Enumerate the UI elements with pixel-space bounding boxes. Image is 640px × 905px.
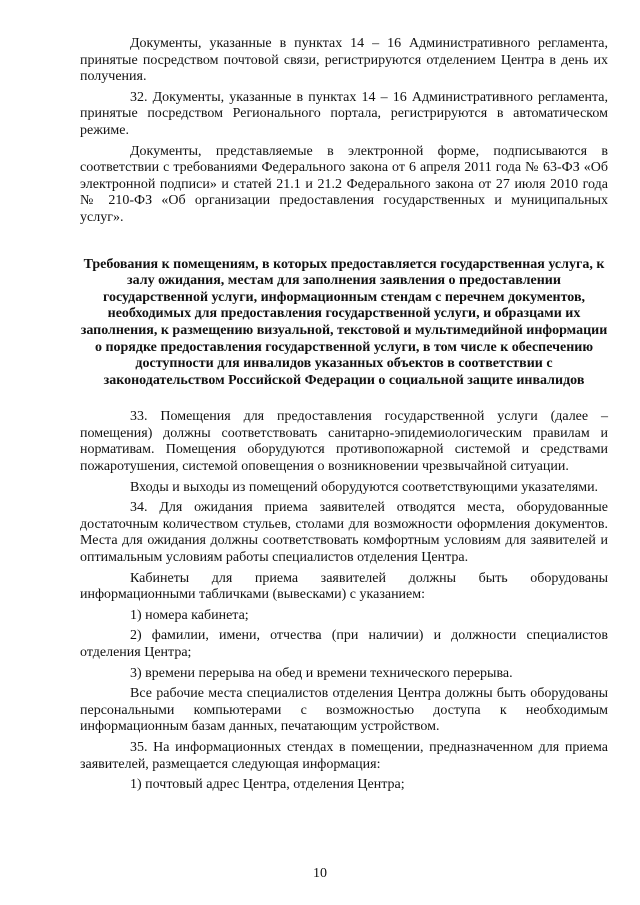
- list-item-cabinet-number: 1) номера кабинета;: [130, 607, 249, 623]
- list-item-postal-address: 1) почтовый адрес Центра, отделения Центра;: [130, 777, 405, 793]
- section-heading: Требования к помещениям, в которых предоставляется государственная услуга, к залу ожидания, местам для заполнения заявления о предоставлении государственной услуги, информационным стендам с перечнем документов, необходимых для предоставления государственной услуги, и образцами их заполнения, к размещению визуальной, текстовой и мультимедийной информации о порядке предоставления государственной услуги, в том числе к обеспечению доступности для инвалидов указанных объектов в соответствии с законодательством Российской Федерации о социальной защите инвалидов: [80, 256, 608, 388]
- paragraph-34: 34. Для ожидания приема заявителей отводятся места, оборудованные достаточным количеством стульев, столами для возможности оформления документов. Места для ожидания должны соответствовать комфортным условиям для заявителей и оптимальным условиям работы специалистов отделения Центра.: [80, 500, 608, 566]
- paragraph-mail-registration: Документы, указанные в пунктах 14 – 16 Административного регламента, принятые посредством почтовой связи, регистрируются отделением Центра в день их получения.: [80, 36, 608, 85]
- list-item-break-times: 3) времени перерыва на обед и времени технического перерыва.: [130, 665, 513, 681]
- paragraph-33: 33. Помещения для предоставления государственной услуги (далее – помещения) должны соответствовать санитарно-эпидемиологическим правилам и нормативам. Помещения оборудуются противопожарной системой и средствами пожаротушения, системой оповещения о возникновении чрезвычайной ситуации.: [80, 409, 608, 475]
- page-number: 10: [313, 866, 327, 881]
- paragraph-workplaces: Все рабочие места специалистов отделения Центра должны быть оборудованы персональными компьютерами с возможностью доступа к необходимым информационным базам данных, печатающим устройством.: [80, 686, 608, 735]
- paragraph-cabinets: Кабинеты для приема заявителей должны быть оборудованы информационными табличками (вывесками) с указанием:: [80, 570, 608, 603]
- paragraph-35: 35. На информационных стендах в помещении, предназначенном для приема заявителей, размещается следующая информация:: [80, 739, 608, 772]
- paragraph-32: 32. Документы, указанные в пунктах 14 – 16 Административного регламента, принятые посредством Регионального портала, регистрируются в автоматическом режиме.: [80, 89, 608, 138]
- list-item-specialist-names: 2) фамилии, имени, отчества (при наличии) и должности специалистов отделения Центра;: [80, 628, 608, 660]
- paragraph-entrances: Входы и выходы из помещений оборудуются соответствующими указателями.: [130, 479, 599, 495]
- paragraph-electronic-signature: Документы, представляемые в электронной форме, подписываются в соответствии с требованиями Федерального закона от 6 апреля 2011 года № 63-ФЗ «Об электронной подписи» и статей 21.1 и 21.2 Федерального закона от 27 июля 2010 года № 210-ФЗ «Об организации предоставления государственных и муниципальных услуг».: [80, 143, 608, 225]
